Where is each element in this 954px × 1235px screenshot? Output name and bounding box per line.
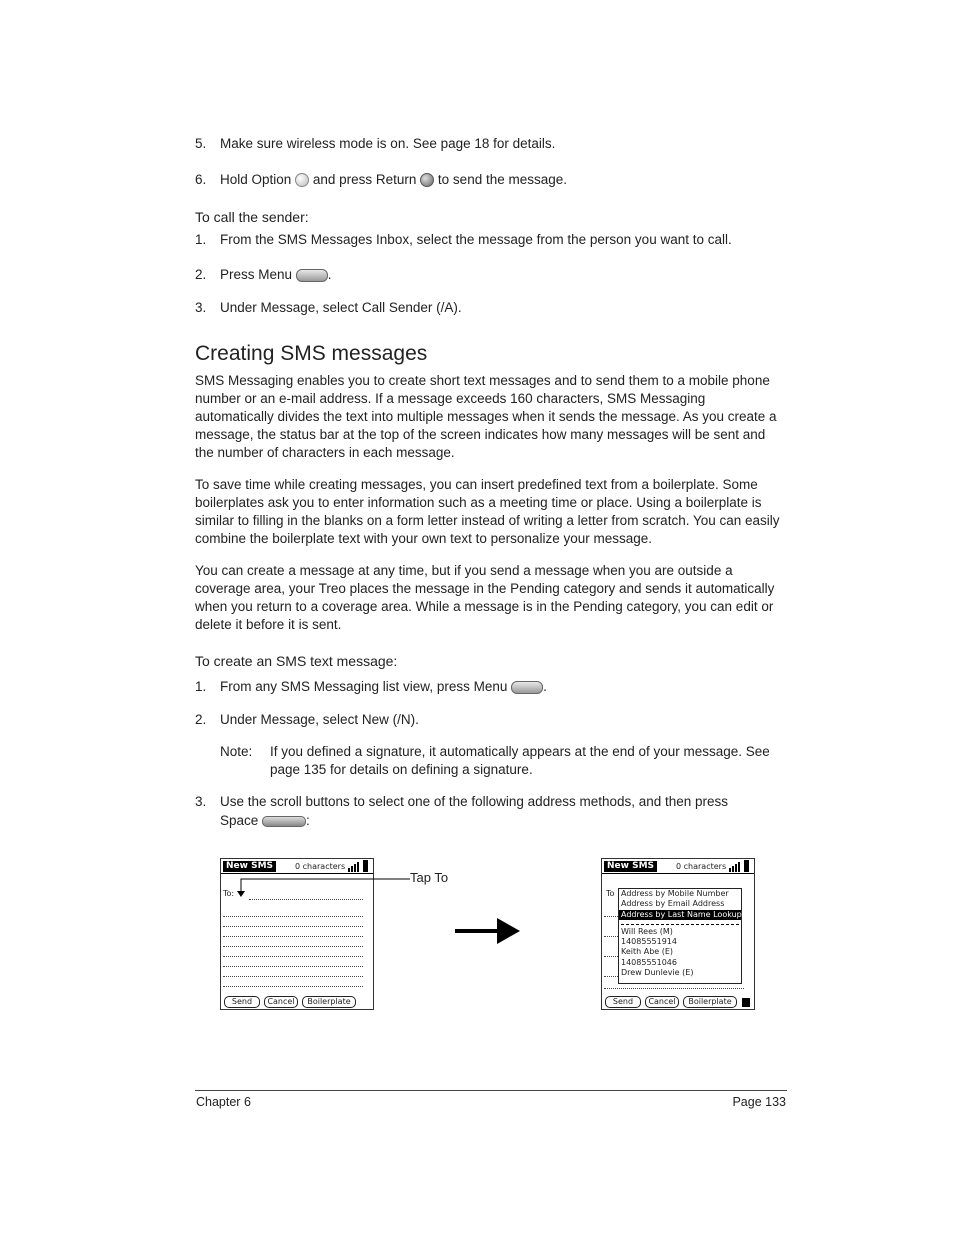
subheading-create-sms: To create an SMS text message: — [195, 653, 398, 669]
step-text-post: . — [543, 679, 547, 694]
step-text-post: to send the message. — [437, 172, 568, 187]
cancel-button[interactable]: Cancel — [264, 996, 298, 1008]
cancel-button[interactable]: Cancel — [645, 996, 679, 1008]
note-text-line2: page 135 for details on defining a signature. — [270, 762, 533, 777]
return-key-icon — [420, 173, 434, 187]
list-item[interactable]: Will Rees (M) — [621, 926, 673, 936]
line — [223, 986, 363, 987]
step-text-pre: From any SMS Messaging list view, press Menu — [220, 679, 508, 694]
step-text-post: : — [306, 813, 310, 828]
line — [223, 966, 363, 967]
list-item[interactable]: 14085551046 — [621, 957, 677, 967]
line — [604, 976, 618, 977]
list-item[interactable]: Keith Abe (E) — [621, 947, 674, 957]
menu-key-icon — [296, 269, 328, 282]
step-text-pre: Hold Option — [220, 172, 292, 187]
line — [604, 956, 618, 957]
step-text-post: . — [327, 267, 332, 282]
subheading-call-sender: To call the sender: — [195, 209, 309, 225]
step-text — [220, 678, 547, 696]
step-number: 3. — [195, 300, 207, 315]
space-key-icon — [262, 816, 306, 827]
list-item[interactable]: Address by Mobile Number — [621, 889, 729, 898]
character-count: 0 characters — [295, 862, 346, 871]
line — [223, 946, 363, 947]
paragraph: SMS Messaging enables you to create short text messages and to send them to a mobile phone number or an e-mail address. If a message exceeds 160 characters, SMS Messaging automatically divides the text into multiple messages when it sends the message. As you create a message, the status bar at the top of the screen indicates how many messages will be sent and the number of characters in each message. — [195, 373, 777, 460]
send-button[interactable]: Send — [224, 996, 260, 1008]
list-item[interactable]: Drew Dunlevie (E) — [621, 968, 694, 978]
line — [223, 916, 363, 917]
step-text — [220, 266, 332, 284]
keyboard-indicator-icon — [742, 998, 750, 1007]
step-number: 1. — [195, 232, 207, 247]
note-text-line1: If you defined a signature, it automatically appears at the end of your message. See — [270, 744, 770, 759]
right-arrow-icon — [455, 916, 521, 946]
status-bar-divider — [602, 873, 754, 874]
option-key-icon — [295, 173, 309, 187]
screenshot-address-menu — [601, 858, 755, 1010]
signal-strength-icon — [347, 860, 369, 872]
line — [223, 926, 363, 927]
step-text: Under Message, select New (/N). — [220, 712, 419, 727]
callout-line — [234, 872, 414, 900]
step-text: Under Message, select Call Sender (/A). — [220, 300, 462, 315]
line — [604, 988, 744, 989]
step-text: From the SMS Messages Inbox, select the message from the person you want to call. — [220, 232, 732, 247]
paragraph: To save time while creating messages, you can insert predefined text from a boilerplate. Some boilerplates ask you to enter information such as a meeting time or place. Using a boilerplate is similar to filling in the blanks on a form letter instead of writing a letter from scratch. You can easily combine the boilerplate text with your own text to personalize your message. — [195, 477, 780, 546]
to-label: To: — [223, 889, 235, 898]
list-item[interactable]: 14085551914 — [621, 937, 677, 947]
address-method-list[interactable] — [618, 888, 742, 984]
list-item[interactable]: Address by Email Address — [621, 899, 725, 909]
step-number: 2. — [195, 267, 207, 282]
step-text-mid: and press Return — [312, 172, 417, 187]
footer-rule — [195, 1090, 787, 1091]
boilerplate-button[interactable]: Boilerplate — [683, 996, 737, 1008]
list-item-selected[interactable]: Address by Last Name Lookup — [621, 909, 742, 919]
screen-title: New SMS — [223, 861, 276, 872]
step-text — [220, 171, 567, 189]
send-button[interactable]: Send — [605, 996, 641, 1008]
callout-tap-to: Tap To — [410, 870, 449, 885]
footer-chapter: Chapter 6 — [196, 1095, 251, 1109]
step-number: 5. — [195, 136, 207, 151]
menu-key-icon — [511, 681, 543, 694]
step-text: Make sure wireless mode is on. See page 18 for details. — [220, 136, 556, 151]
line — [223, 976, 363, 977]
line — [223, 936, 363, 937]
boilerplate-button[interactable]: Boilerplate — [302, 996, 356, 1008]
signal-strength-icon — [728, 860, 750, 872]
step-text-line1: Use the scroll buttons to select one of the following address methods, and then press — [220, 794, 729, 809]
to-label: To — [606, 889, 615, 898]
paragraph: You can create a message at any time, but if you send a message when you are outside a coverage area, your Treo places the message in the Pending category and sends it automatically when you return to a coverage area. While a message is in the Pending category, you can edit or delete it before it is sent. — [195, 563, 775, 632]
step-text-pre: Space — [220, 813, 259, 828]
line — [604, 936, 618, 937]
step-text-pre: Press Menu — [220, 267, 293, 282]
list-divider — [621, 924, 739, 925]
character-count: 0 characters — [676, 862, 727, 871]
footer-page-number: Page 133 — [732, 1095, 786, 1109]
step-number: 1. — [195, 679, 207, 694]
screen-title: New SMS — [604, 861, 657, 872]
step-number: 2. — [195, 712, 207, 727]
note-label: Note: — [220, 744, 253, 759]
step-text-line2 — [220, 812, 310, 830]
section-title: Creating SMS messages — [195, 342, 428, 365]
step-number: 3. — [195, 794, 207, 809]
step-number: 6. — [195, 172, 207, 187]
line — [604, 916, 618, 917]
line — [223, 956, 363, 957]
